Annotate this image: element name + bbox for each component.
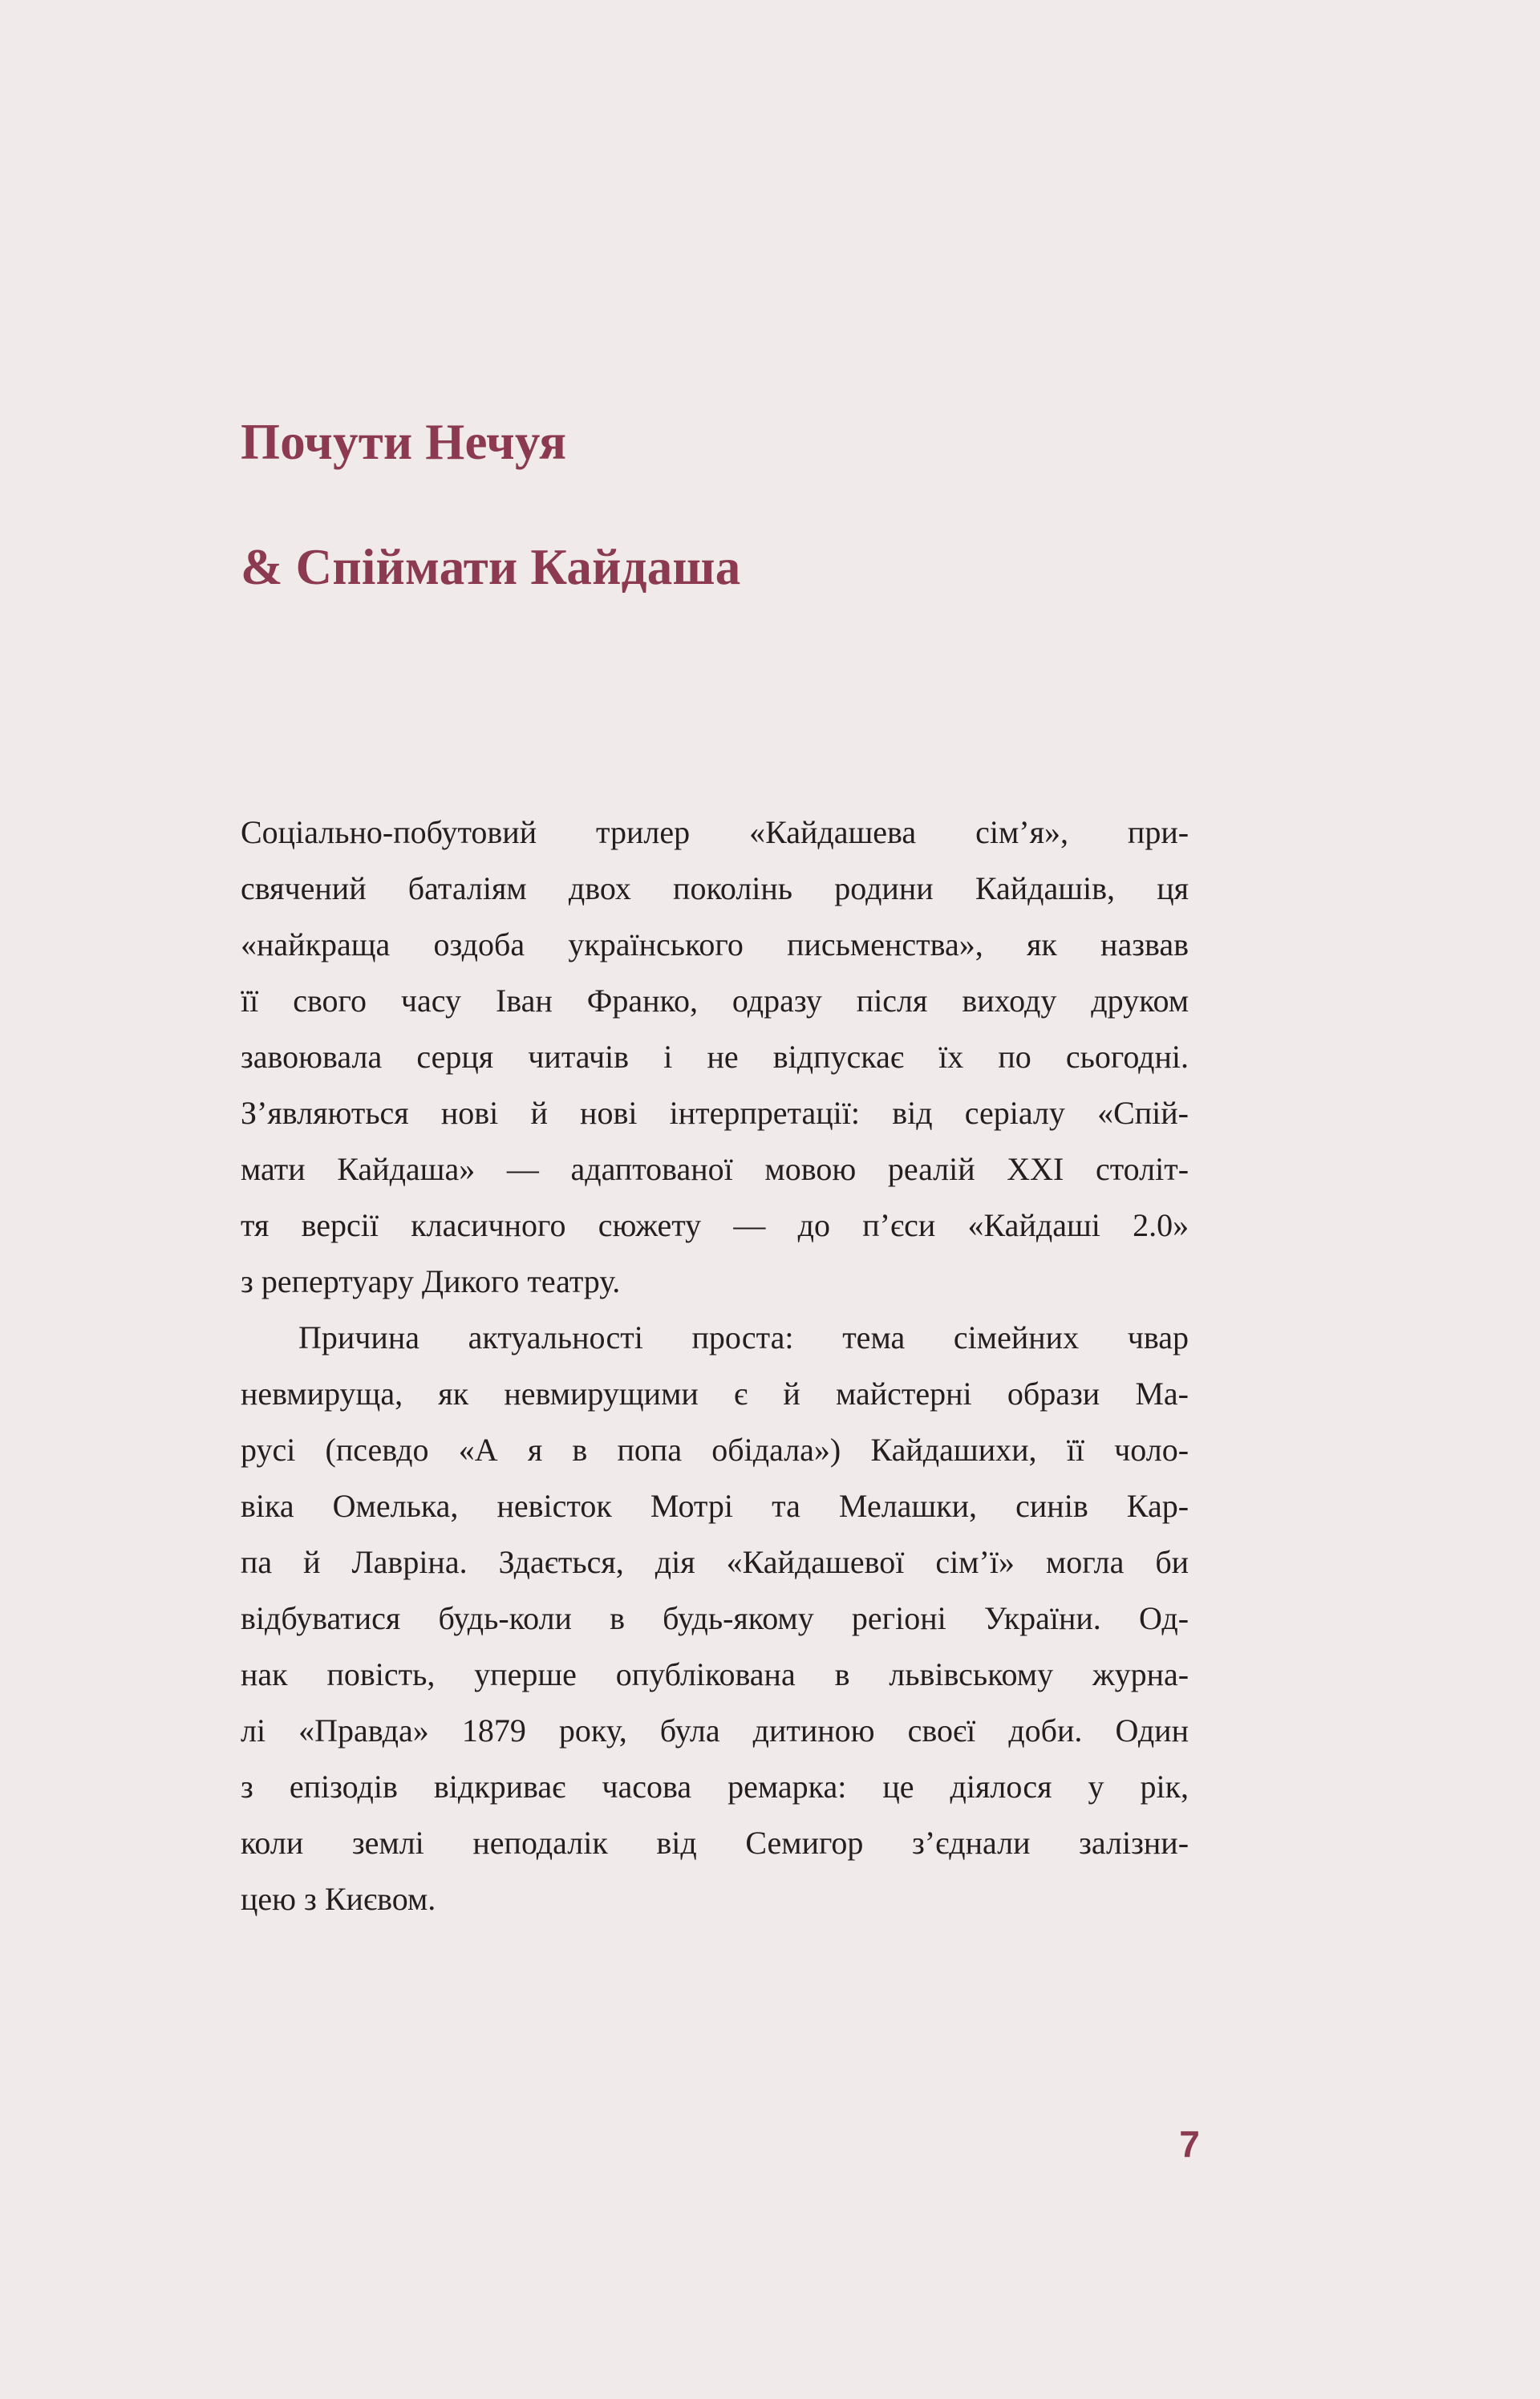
word: епізодів [289, 1769, 398, 1805]
word: коли [241, 1825, 304, 1861]
word: чвар [1127, 1319, 1189, 1356]
word: свого [293, 983, 367, 1019]
word: року, [558, 1712, 627, 1749]
word: XXI [1007, 1151, 1064, 1187]
word: була [659, 1712, 720, 1749]
word: уперше [474, 1656, 577, 1692]
word: адаптованої [570, 1151, 733, 1187]
word: є [734, 1376, 748, 1412]
word: я [527, 1432, 543, 1468]
word: дія [654, 1544, 695, 1580]
word: Од- [1138, 1600, 1189, 1636]
word: «Кайдашевої [726, 1544, 905, 1580]
word: образи [1007, 1376, 1100, 1412]
page-title-line-1: Почути Нечуя [241, 414, 567, 471]
word: «Кайдашева [749, 814, 917, 850]
word: Кайдашихи, [870, 1432, 1037, 1468]
word: з [241, 1769, 253, 1805]
word: репертуару [261, 1263, 414, 1299]
word: Омелька, [332, 1488, 459, 1524]
word: відпускає [772, 1039, 904, 1075]
word: України. [983, 1600, 1101, 1636]
page-title [241, 348, 1203, 661]
text-line [241, 1703, 1189, 1759]
word: часу [400, 983, 462, 1019]
word: Соціально-побутовий [241, 814, 537, 850]
word: Мелашки, [838, 1488, 978, 1524]
text-line [241, 1197, 1189, 1254]
text-line [241, 1815, 1189, 1871]
word: львівському [889, 1656, 1054, 1692]
word: 2.0» [1133, 1207, 1189, 1243]
word: в [834, 1656, 850, 1692]
word: й [783, 1376, 800, 1412]
text-line [241, 1254, 1189, 1310]
page-number: 7 [1179, 2123, 1200, 2165]
word: письменства», [787, 926, 983, 962]
word: поколінь [673, 870, 793, 906]
word: ремарка: [727, 1769, 847, 1805]
word: друком [1091, 983, 1189, 1019]
word: — [733, 1207, 766, 1243]
word: опублікована [615, 1656, 796, 1692]
word: в [610, 1600, 625, 1636]
word: дитиною [752, 1712, 875, 1749]
word: Кайдаша» [337, 1151, 476, 1187]
word: повість, [326, 1656, 436, 1692]
word: «Спій- [1097, 1095, 1189, 1131]
word: у [1088, 1769, 1104, 1805]
word: мати [241, 1151, 306, 1187]
word: Києвом. [324, 1881, 436, 1917]
word: класичного [411, 1207, 566, 1243]
word: невмируща, [241, 1376, 403, 1412]
paragraph [241, 804, 1189, 1310]
word: тя [241, 1207, 270, 1243]
word: завоювала [241, 1039, 383, 1075]
text-line [241, 1366, 1189, 1422]
word: її [241, 983, 259, 1019]
paragraph [241, 1310, 1189, 1927]
word: Мотрі [650, 1488, 734, 1524]
text-line [241, 1029, 1189, 1085]
word: по [998, 1039, 1031, 1075]
word: невмирущими [504, 1376, 699, 1412]
word: 1879 [461, 1712, 526, 1749]
word: від [892, 1095, 933, 1131]
word: майстерні [835, 1376, 972, 1412]
word: З’являються [241, 1095, 409, 1131]
word: це [882, 1769, 914, 1805]
word: в [572, 1432, 588, 1468]
word: діялося [950, 1769, 1052, 1805]
word: Семигор [745, 1825, 864, 1861]
body-text [241, 804, 1189, 1927]
word: сюжету [598, 1207, 702, 1243]
word: сім’ї» [935, 1544, 1015, 1580]
word: нові [580, 1095, 638, 1131]
word: своєї [907, 1712, 976, 1749]
word: українського [568, 926, 744, 962]
text-line [241, 973, 1189, 1029]
word: цею [241, 1881, 297, 1917]
word: двох [568, 870, 631, 906]
word: реалій [887, 1151, 975, 1187]
word: нові [440, 1095, 499, 1131]
word: ця [1157, 870, 1189, 906]
word: «найкраща [241, 926, 391, 962]
word: Здається, [498, 1544, 624, 1580]
word: їх [938, 1039, 964, 1075]
word: родини [834, 870, 934, 906]
word: при- [1127, 814, 1189, 850]
word: виходу [962, 983, 1057, 1019]
page-title-line-2: & Спіймати Кайдаша [241, 539, 741, 596]
word: русі [241, 1432, 296, 1468]
word: серця [416, 1039, 494, 1075]
word: після [856, 983, 928, 1019]
word: трилер [596, 814, 691, 850]
word: як [1026, 926, 1057, 962]
text-line [241, 1085, 1189, 1141]
word: «А [458, 1432, 498, 1468]
text-line [241, 1141, 1189, 1197]
word: тема [842, 1319, 906, 1356]
word: сьогодні. [1065, 1039, 1189, 1075]
word: би [1155, 1544, 1189, 1580]
word: одразу [732, 983, 822, 1019]
word: п’єси [862, 1207, 936, 1243]
word: синів [1015, 1488, 1088, 1524]
word: — [506, 1151, 539, 1187]
word: Кар- [1126, 1488, 1189, 1524]
word: й [303, 1544, 321, 1580]
word: відбуватися [241, 1600, 401, 1636]
word: землі [351, 1825, 424, 1861]
paragraph-indent [241, 1310, 298, 1366]
word: свячений [241, 870, 367, 906]
word: відкриває [433, 1769, 566, 1805]
word: назвав [1100, 926, 1189, 962]
word: й [530, 1095, 548, 1131]
word: читачів [528, 1039, 630, 1075]
word: Кайдашів, [975, 870, 1116, 906]
word: невісток [496, 1488, 612, 1524]
word: Лавріна. [351, 1544, 468, 1580]
word: нак [241, 1656, 288, 1692]
word: і [663, 1039, 673, 1075]
word: журна- [1092, 1656, 1189, 1692]
word: попа [617, 1432, 683, 1468]
word: театру. [527, 1263, 621, 1299]
text-line [241, 917, 1189, 973]
word: проста: [691, 1319, 794, 1356]
text-line [241, 861, 1189, 917]
word: чоло- [1114, 1432, 1189, 1468]
word: часова [602, 1769, 692, 1805]
text-line [241, 1310, 1189, 1366]
word: від [656, 1825, 697, 1861]
word: «Кайдаші [967, 1207, 1100, 1243]
text-line [241, 1759, 1189, 1815]
word: могла [1045, 1544, 1125, 1580]
word: версії [301, 1207, 379, 1243]
text-line [241, 1871, 1189, 1927]
word: та [772, 1488, 800, 1524]
word: будь-якому [663, 1600, 814, 1636]
text-line [241, 1647, 1189, 1703]
word: актуальності [468, 1319, 643, 1356]
word: з [241, 1263, 253, 1299]
word: обідала») [711, 1432, 841, 1468]
word: Один [1115, 1712, 1189, 1749]
word: Іван [495, 983, 553, 1019]
word: Франко, [586, 983, 698, 1019]
word: Ма- [1135, 1376, 1189, 1412]
word: до [797, 1207, 830, 1243]
word: віка [241, 1488, 294, 1524]
word: сімейних [953, 1319, 1080, 1356]
word: лі [241, 1712, 266, 1749]
word: її [1066, 1432, 1084, 1468]
word: оздоба [433, 926, 525, 962]
text-line [241, 1534, 1189, 1591]
word: сім’я», [975, 814, 1068, 850]
word: (псевдо [325, 1432, 429, 1468]
text-line [241, 1591, 1189, 1647]
word: століт- [1095, 1151, 1189, 1187]
word: регіоні [851, 1600, 946, 1636]
word: як [438, 1376, 469, 1412]
word: Причина [298, 1319, 419, 1356]
word: не [707, 1039, 739, 1075]
word: рік, [1140, 1769, 1189, 1805]
word: мовою [764, 1151, 857, 1187]
word: залізни- [1079, 1825, 1189, 1861]
word: баталіям [407, 870, 527, 906]
word: Дикого [421, 1263, 520, 1299]
word: доби. [1008, 1712, 1083, 1749]
word: будь-коли [438, 1600, 572, 1636]
word: неподалік [472, 1825, 608, 1861]
word: з [304, 1881, 317, 1917]
word: «Правда» [298, 1712, 429, 1749]
word: інтерпретації: [669, 1095, 861, 1131]
text-line [241, 1478, 1189, 1534]
word: серіалу [964, 1095, 1065, 1131]
text-line [241, 804, 1189, 861]
text-line [241, 1422, 1189, 1478]
word: па [241, 1544, 273, 1580]
word: з’єднали [911, 1825, 1031, 1861]
